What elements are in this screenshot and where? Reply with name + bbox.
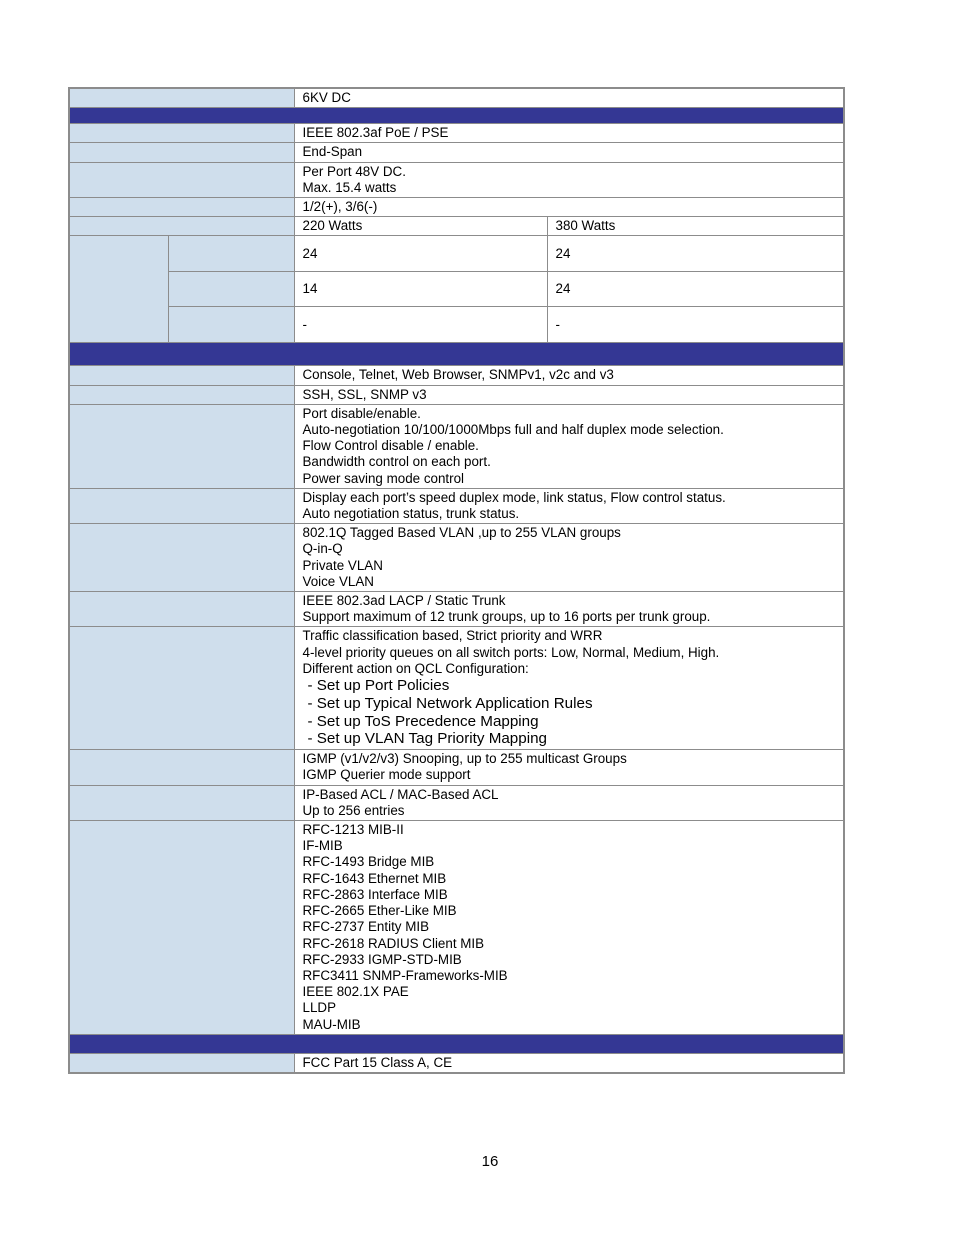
text-line: RFC-1213 MIB-II (302, 822, 404, 838)
text-line: IEEE 802.3af PoE / PSE (302, 125, 449, 141)
label-cell (168, 236, 294, 272)
value-cell (294, 143, 844, 162)
value-cell (294, 592, 844, 627)
label-cell (69, 785, 294, 820)
text-line: MAU-MIB (302, 1016, 361, 1032)
text-line: - Set up Port Policies (307, 677, 450, 695)
text-line: IEEE 802.1X PAE (302, 984, 409, 1000)
text-line: Flow Control disable / enable. (302, 438, 479, 454)
label-cell (69, 385, 294, 404)
text-line: Up to 256 entries (302, 802, 405, 818)
text-line: Support maximum of 12 trunk groups, up to 16 ports per trunk group. (302, 609, 711, 625)
table-row (69, 1053, 844, 1073)
label-cell (69, 627, 294, 750)
label-cell (69, 366, 294, 385)
value-cell (294, 404, 844, 488)
value-cell (294, 627, 844, 750)
text-line: IGMP (v1/v2/v3) Snooping, up to 255 multicast Groups (302, 751, 627, 767)
value-cell (294, 821, 844, 1035)
label-cell (69, 821, 294, 1035)
text-line: End-Span (302, 144, 363, 160)
table-row (69, 821, 844, 1035)
text-line: Voice VLAN (302, 573, 374, 589)
section-header-bar (69, 108, 844, 124)
text-line: - Set up Typical Network Application Rules (307, 694, 593, 712)
text-line: SSH, SSL, SNMP v3 (302, 386, 427, 402)
text-line: - Set up ToS Precedence Mapping (307, 712, 539, 730)
value-cell (294, 488, 844, 523)
label-cell (168, 307, 294, 343)
text-line: Auto-negotiation 10/100/1000Mbps full and half duplex mode selection. (302, 422, 724, 438)
text-line: LLDP (302, 1000, 336, 1016)
text-line: RFC-2737 Entity MIB (302, 919, 430, 935)
qos-sub-lines (303, 677, 836, 748)
value-cell (294, 385, 844, 404)
text-line: RFC-1643 Ethernet MIB (302, 870, 447, 886)
label-cell (69, 524, 294, 592)
qos-lines (303, 628, 836, 677)
text-line: RFC-2933 IGMP-STD-MIB (302, 951, 462, 967)
table-row (69, 627, 844, 750)
table-row (69, 236, 844, 272)
table-row (69, 198, 844, 217)
label-cell (69, 162, 294, 197)
value-cell (294, 750, 844, 785)
text-line: RFC3411 SNMP-Frameworks-MIB (302, 967, 508, 983)
value-cell: 220 Watts (294, 217, 547, 236)
table-row (69, 785, 844, 820)
label-cell (69, 1053, 294, 1073)
text-line: IP-Based ACL / MAC-Based ACL (302, 786, 499, 802)
label-cell (69, 404, 294, 488)
value-cell (294, 124, 844, 143)
table-row (69, 524, 844, 592)
text-line: IEEE 802.3ad LACP / Static Trunk (302, 593, 506, 609)
text-line: Auto negotiation status, trunk status. (302, 506, 520, 522)
value-cell: - (547, 307, 844, 343)
text-line: 4-level priority queues on all switch ports: Low, Normal, Medium, High. (302, 644, 720, 660)
value-cell: 14 (294, 272, 547, 307)
page-number: 16 (481, 1153, 499, 1170)
text-line: Max. 15.4 watts (302, 179, 397, 195)
text-line: Traffic classification based, Strict priority and WRR (302, 628, 603, 644)
section-header-bar (69, 1034, 844, 1053)
value-cell: 380 Watts (547, 217, 844, 236)
label-cell (69, 88, 294, 108)
text-line: RFC-2863 Interface MIB (302, 886, 448, 902)
text-line: Power saving mode control (302, 470, 465, 486)
label-cell (69, 143, 294, 162)
section-header-bar (69, 343, 844, 366)
table-row (69, 366, 844, 385)
label-cell (69, 124, 294, 143)
text-line: 802.1Q Tagged Based VLAN ,up to 255 VLAN groups (302, 525, 621, 541)
label-cell (69, 236, 168, 343)
label-cell (168, 272, 294, 307)
table-row (69, 272, 844, 307)
label-cell (69, 750, 294, 785)
value-cell (294, 162, 844, 197)
text-line: 1/2(+), 3/6(-) (302, 199, 378, 215)
label-cell (69, 217, 294, 236)
text-line: RFC-1493 Bridge MIB (302, 854, 435, 870)
value-cell: 24 (294, 236, 547, 272)
text-line: 6KV DC (302, 90, 351, 105)
text-line: Display each port’s speed duplex mode, link status, Flow control status. (302, 489, 726, 505)
label-cell (69, 198, 294, 217)
specification-table (68, 87, 845, 1074)
label-cell (69, 488, 294, 523)
text-line: Private VLAN (302, 557, 383, 573)
text-line: - Set up VLAN Tag Priority Mapping (307, 730, 547, 748)
text-line: RFC-2665 Ether-Like MIB (302, 903, 457, 919)
text-line: Port disable/enable. (302, 405, 421, 421)
text-line: Per Port 48V DC. (302, 163, 406, 179)
value-cell (294, 198, 844, 217)
table-row (69, 385, 844, 404)
text-line: Q-in-Q (302, 541, 343, 557)
value-cell (294, 88, 844, 108)
table-row (69, 124, 844, 143)
text-line: Bandwidth control on each port. (302, 454, 491, 470)
table-row (69, 88, 844, 108)
text-line: Different action on QCL Configuration: (302, 660, 529, 676)
text-line: FCC Part 15 Class A, CE (302, 1054, 453, 1070)
label-cell (69, 592, 294, 627)
table-row (69, 404, 844, 488)
value-cell (294, 524, 844, 592)
value-cell: 24 (547, 272, 844, 307)
text-line: RFC-2618 RADIUS Client MIB (302, 935, 485, 951)
table-row (69, 488, 844, 523)
table-row (69, 307, 844, 343)
table-row (69, 592, 844, 627)
value-cell (294, 366, 844, 385)
table-row (69, 162, 844, 197)
value-cell: - (294, 307, 547, 343)
value-cell (294, 1053, 844, 1073)
table-row (69, 750, 844, 785)
value-cell (294, 785, 844, 820)
text-line: IF-MIB (302, 838, 343, 854)
value-cell: 24 (547, 236, 844, 272)
text-line: Console, Telnet, Web Browser, SNMPv1, v2c and v3 (302, 367, 614, 383)
table-row (69, 143, 844, 162)
text-line: IGMP Querier mode support (302, 767, 471, 783)
table-row (69, 217, 844, 236)
